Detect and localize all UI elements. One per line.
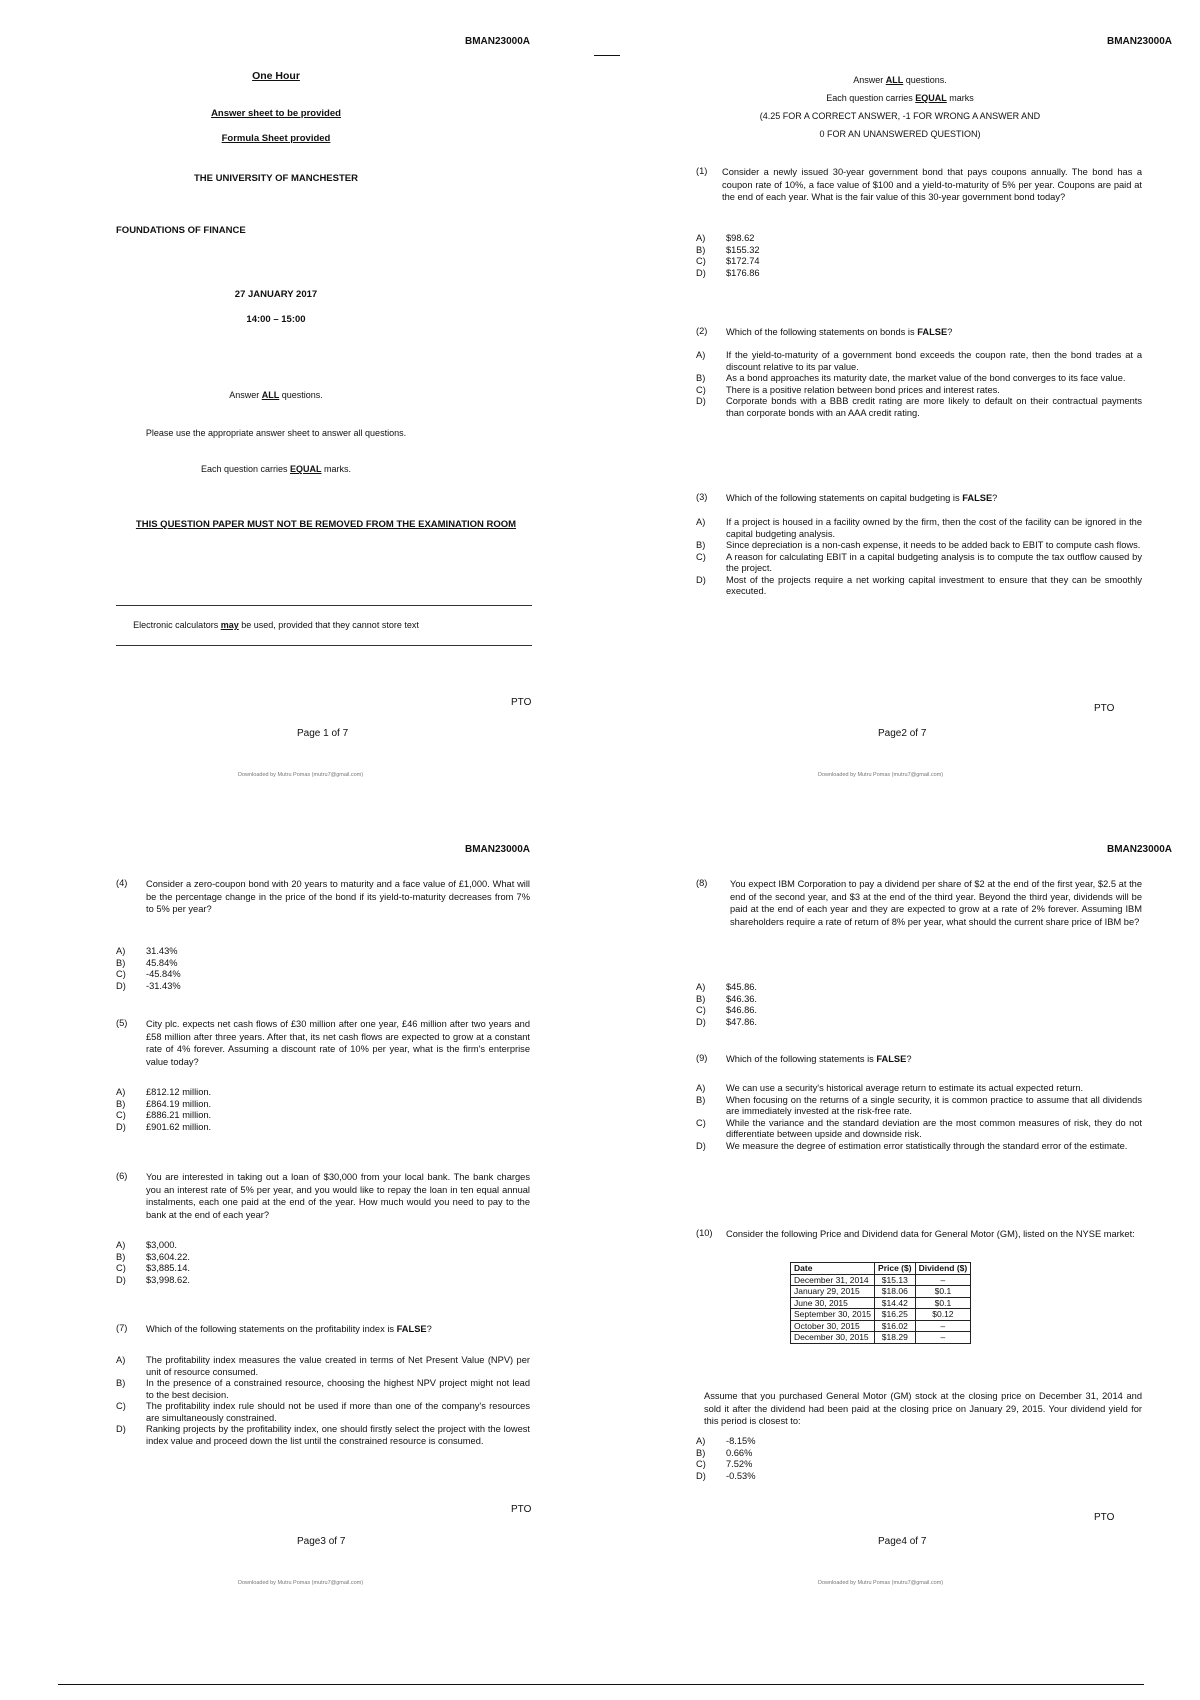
scoring-rule-1: (4.25 FOR A CORRECT ANSWER, -1 FOR WRONG A ANSWER AND (759, 111, 1041, 121)
option-text: -45.84% (146, 969, 181, 979)
answer-option (116, 1099, 530, 1111)
answer-option (696, 1118, 1142, 1141)
table-cell: $0.1 (915, 1286, 971, 1298)
answer-option (696, 396, 1142, 419)
course-code: BMAN23000A (1106, 36, 1172, 47)
download-credit: Downloaded by Mutru Pomas (mutru7@gmail.com) (238, 1580, 364, 1586)
exam-time: 14:00 – 15:00 (246, 314, 306, 325)
option-text: As a bond approaches its maturity date, the market value of the bond converges to its face value. (726, 373, 1126, 383)
answer-option (116, 981, 530, 993)
option-text: If the yield-to-maturity of a government bond exceeds the coupon rate, then the bond trades at a discount relative to its par value. (726, 350, 1142, 372)
page-number: Page4 of 7 (878, 1536, 927, 1547)
answer-option (696, 982, 1142, 994)
answer-option (116, 1275, 530, 1287)
answer-option (116, 969, 530, 981)
option-text: $172.74 (726, 256, 760, 266)
option-text: $3,604.22. (146, 1251, 190, 1262)
answer-option (696, 1095, 1142, 1118)
course-title: FOUNDATIONS OF FINANCE (116, 225, 246, 236)
option-text: We can use a security's historical average return to estimate its actual expected return. (726, 1083, 1084, 1093)
option-text: $3,998.62. (146, 1274, 190, 1285)
option-text: Since depreciation is a non-cash expense, it needs to be added back to EBIT to compute cash flows. (726, 540, 1141, 550)
answer-option (116, 1240, 530, 1252)
option-text: The profitability index measures the value created in terms of Net Present Value (NPV) per unit of resource consumed. (146, 1355, 530, 1377)
formula-sheet-note: Formula Sheet provided (221, 133, 331, 144)
answer-option (116, 1252, 530, 1264)
question-number: (9) (696, 1053, 708, 1063)
option-text: £901.62 million. (146, 1121, 212, 1132)
answer-option (696, 373, 1142, 385)
option-text: £812.12 million. (146, 1087, 212, 1097)
answer-option (696, 517, 1142, 540)
answer-option (696, 256, 1142, 268)
page-number: Page2 of 7 (878, 728, 927, 739)
option-letter: B) (116, 957, 126, 968)
use-sheet-instruction: Please use the appropriate answer sheet to answer all questions. (145, 428, 407, 438)
option-letter: B) (696, 1094, 706, 1105)
exam-page-1 (0, 0, 600, 800)
table-cell: $18.06 (875, 1286, 916, 1298)
option-letter: B) (696, 1447, 706, 1458)
question-6-options (116, 1240, 530, 1286)
answer-option (696, 1083, 1142, 1095)
answer-all-instruction: Answer ALL questions. (853, 75, 947, 85)
exam-page-2 (600, 0, 1200, 800)
answer-option (696, 1017, 1142, 1029)
question-10-followup: Assume that you purchased General Motor (GM) stock at the closing price on December 31, 2014 and sold it after the dividend had been paid at the closing price on January 29, 2015. Your dividend yield for this period is closest to: (704, 1391, 1142, 1426)
table-cell: $14.42 (875, 1297, 916, 1309)
table-header: Dividend ($) (915, 1263, 971, 1275)
option-letter: D) (116, 1121, 126, 1132)
option-letter: D) (116, 1274, 126, 1285)
scoring-rule-2: 0 FOR AN UNANSWERED QUESTION) (819, 129, 981, 139)
table-cell: $0.1 (915, 1297, 971, 1309)
answer-option (696, 1459, 1142, 1471)
option-text: The profitability index rule should not be used if more than one of the company's resources are simultaneously constrained. (146, 1401, 530, 1423)
answer-option (116, 1110, 530, 1122)
answer-option (696, 350, 1142, 373)
question-number: (4) (116, 878, 128, 888)
answer-option (116, 1122, 530, 1134)
option-text: $47.86. (726, 1016, 758, 1027)
duration: One Hour (252, 70, 300, 82)
divider-top (116, 605, 532, 606)
table-header: Date (791, 1263, 875, 1275)
option-letter: B) (696, 993, 706, 1004)
table-row (791, 1286, 971, 1298)
question-number: (8) (696, 878, 708, 888)
option-letter: C) (696, 384, 706, 395)
option-text: Corporate bonds with a BBB credit rating are more likely to default on their contractual payments than corporate bonds with an AAA credit rating. (726, 396, 1142, 418)
option-text: 45.84% (146, 957, 178, 968)
question-2-options (696, 350, 1142, 419)
option-letter: D) (116, 1424, 126, 1434)
option-letter: C) (696, 256, 706, 266)
answer-option (696, 575, 1142, 598)
question-number: (2) (696, 326, 708, 336)
course-code: BMAN23000A (464, 36, 530, 47)
page-number: Page 1 of 7 (297, 728, 349, 739)
question-number: (1) (696, 166, 708, 176)
option-text: A reason for calculating EBIT in a capital budgeting analysis is to compute the tax outflow caused by the project. (726, 551, 1142, 573)
table-cell: December 30, 2015 (791, 1332, 875, 1344)
option-letter: B) (696, 373, 706, 383)
university-name: THE UNIVERSITY OF MANCHESTER (194, 173, 358, 184)
question-number: (3) (696, 492, 708, 502)
table-cell: January 29, 2015 (791, 1286, 875, 1298)
question-6-text: You are interested in taking out a loan of $30,000 from your local bank. The bank charges you an interest rate of 5% per year, and you would like to repay the loan in ten equal annual instalments, each one paid at the end of the year. How much would you need to pay to the bank at the end of each year? (146, 1172, 530, 1220)
answer-option (696, 1005, 1142, 1017)
option-text: 0.66% (726, 1447, 753, 1458)
answer-option (116, 1424, 530, 1447)
option-text: £886.21 million. (146, 1110, 212, 1120)
exam-page-3 (0, 808, 600, 1608)
table-cell: $0.12 (915, 1309, 971, 1321)
exam-page-4 (600, 808, 1200, 1608)
answer-all-instruction: Answer ALL questions. (229, 390, 323, 400)
answer-option (696, 233, 1142, 245)
table-cell: $15.13 (875, 1274, 916, 1286)
option-letter: B) (696, 540, 706, 550)
table-cell: – (915, 1320, 971, 1332)
table-cell: – (915, 1274, 971, 1286)
answer-option (696, 245, 1142, 257)
option-text: 7.52% (726, 1459, 753, 1469)
option-letter: C) (116, 1263, 126, 1273)
option-text: $3,000. (146, 1240, 178, 1250)
option-letter: A) (116, 1355, 126, 1365)
option-letter: D) (696, 396, 706, 406)
question-number: (5) (116, 1018, 128, 1028)
question-3-options (696, 517, 1142, 598)
option-text: While the variance and the standard deviation are the most common measures of risk, they do not differentiate between upside and downside risk. (726, 1117, 1142, 1139)
question-4-text: Consider a zero-coupon bond with 20 years to maturity and a face value of £1,000. What will be the percentage change in the price of the bond if its yield-to-maturity decreases from 7% to 5% per year? (146, 879, 530, 914)
option-text: Most of the projects require a net working capital investment to ensure that they can be smoothly executed. (726, 574, 1142, 596)
exam-date: 27 JANUARY 2017 (234, 289, 318, 300)
table-cell: October 30, 2015 (791, 1320, 875, 1332)
answer-option (696, 1141, 1142, 1153)
option-text: -31.43% (146, 980, 181, 991)
table-cell: $16.02 (875, 1320, 916, 1332)
option-letter: B) (116, 1098, 126, 1109)
question-4-options (116, 946, 530, 992)
answer-option (696, 552, 1142, 575)
option-letter: C) (696, 1117, 706, 1128)
answer-option (696, 540, 1142, 552)
question-5-options (116, 1087, 530, 1133)
course-code: BMAN23000A (1106, 844, 1172, 855)
table-cell: June 30, 2015 (791, 1297, 875, 1309)
option-letter: C) (116, 1110, 126, 1120)
option-text: We measure the degree of estimation error statistically through the standard error of the estimate. (726, 1140, 1128, 1151)
question-9-text: Which of the following statements is FALSE? (726, 1054, 912, 1064)
option-letter: D) (116, 980, 126, 991)
answer-option (696, 994, 1142, 1006)
pto-label: PTO (511, 1504, 532, 1515)
option-text: When focusing on the returns of a single security, it is common practice to assume that all dividends are immediately invested at the risk-free rate. (726, 1094, 1142, 1116)
table-cell: $18.29 (875, 1332, 916, 1344)
question-2-text: Which of the following statements on bonds is FALSE? (726, 327, 953, 337)
option-text: -0.53% (726, 1470, 756, 1481)
table-row (791, 1297, 971, 1309)
option-letter: D) (696, 1140, 706, 1151)
table-row (791, 1332, 971, 1344)
table-row (791, 1320, 971, 1332)
equal-marks-instruction: Each question carries EQUAL marks. (200, 464, 352, 474)
option-letter: C) (696, 1459, 706, 1469)
removal-warning: THIS QUESTION PAPER MUST NOT BE REMOVED FROM THE EXAMINATION ROOM (135, 519, 517, 530)
question-10-options (696, 1436, 1142, 1482)
table-cell: $16.25 (875, 1309, 916, 1321)
download-credit: Downloaded by Mutru Pomas (mutru7@gmail.com) (818, 772, 944, 778)
option-text: In the presence of a constrained resource, choosing the highest NPV project might not lead to the best decision. (146, 1378, 530, 1400)
option-text: If a project is housed in a facility owned by the firm, then the cost of the facility can be ignored in the capital budgeting analysis. (726, 517, 1142, 539)
answer-option (696, 385, 1142, 397)
table-row (791, 1309, 971, 1321)
option-letter: D) (696, 267, 706, 278)
option-letter: B) (696, 244, 706, 255)
option-letter: A) (696, 350, 706, 360)
option-text: 31.43% (146, 946, 178, 956)
question-10-text: Consider the following Price and Dividend data for General Motor (GM), listed on the NYSE market: (726, 1229, 1135, 1239)
option-letter: D) (696, 574, 706, 585)
option-text: $98.62 (726, 233, 755, 243)
option-letter: C) (116, 1401, 126, 1411)
option-letter: D) (696, 1470, 706, 1481)
question-number: (7) (116, 1323, 128, 1333)
answer-option (116, 958, 530, 970)
pto-label: PTO (1094, 703, 1115, 714)
option-letter: A) (116, 1087, 126, 1097)
option-text: £864.19 million. (146, 1098, 212, 1109)
answer-option (696, 1448, 1142, 1460)
option-letter: A) (116, 946, 126, 956)
pto-label: PTO (511, 697, 532, 708)
option-text: $3,885.14. (146, 1263, 190, 1273)
equal-marks-instruction: Each question carries EQUAL marks (826, 93, 974, 103)
option-text: $176.86 (726, 267, 760, 278)
pto-label: PTO (1094, 1512, 1115, 1523)
answer-sheet-note: Answer sheet to be provided (211, 108, 341, 119)
download-credit: Downloaded by Mutru Pomas (mutru7@gmail.com) (818, 1580, 944, 1586)
question-5-text: City plc. expects net cash flows of £30 million after one year, £46 million after two years and £58 million after three years. After that, its net cash flows are expected to grow at a constant rate of 4% forever. Assuming a discount rate of 10% per year, what is the firm's enterprise value today? (146, 1019, 530, 1067)
question-8-text: You expect IBM Corporation to pay a dividend per share of $2 at the end of the first year, $2.5 at the end of the second year, and $3 at the end of the third year. Beyond the third year, dividends will be paid at the end of each year and they are expected to grow at a rate of 2% forever. Assuming IBM shareholders require a rate of return of 8% per year, what should the current share price of IBM be? (730, 879, 1142, 927)
question-number: (6) (116, 1171, 128, 1181)
download-credit: Downloaded by Mutru Pomas (mutru7@gmail.com) (238, 772, 364, 778)
table-cell: – (915, 1332, 971, 1344)
option-letter: D) (696, 1016, 706, 1027)
question-number: (10) (696, 1228, 713, 1238)
page-number: Page3 of 7 (297, 1536, 346, 1547)
calculator-note: Electronic calculators may be used, provided that they cannot store text (133, 620, 419, 630)
option-letter: A) (696, 1083, 706, 1093)
option-text: $46.86. (726, 1005, 758, 1015)
option-letter: B) (116, 1378, 126, 1388)
option-letter: A) (696, 517, 706, 527)
option-letter: A) (696, 982, 706, 992)
course-code: BMAN23000A (464, 844, 530, 855)
table-row (791, 1274, 971, 1286)
option-text: $45.86. (726, 982, 758, 992)
option-letter: C) (696, 1005, 706, 1015)
table-header: Price ($) (875, 1263, 916, 1275)
option-letter: C) (116, 969, 126, 979)
question-3-text: Which of the following statements on capital budgeting is FALSE? (726, 493, 998, 503)
question-1-text: Consider a newly issued 30-year government bond that pays coupons annually. The bond has a coupon rate of 10%, a face value of $100 and a yield-to-maturity of 5% per year. Coupons are paid at the end of each year. What is the fair value of this 30-year government bond today? (722, 167, 1142, 202)
bottom-rule (58, 1684, 1144, 1685)
answer-option (696, 1471, 1142, 1483)
option-letter: B) (116, 1251, 126, 1262)
question-8-options (696, 982, 1142, 1028)
option-text: $46.36. (726, 993, 758, 1004)
divider-bottom (116, 645, 532, 646)
question-7-options (116, 1355, 530, 1447)
question-1-options (696, 233, 1142, 279)
question-9-options (696, 1083, 1142, 1152)
option-letter: A) (116, 1240, 126, 1250)
option-text: $155.32 (726, 244, 760, 255)
option-letter: A) (696, 233, 706, 243)
answer-option (696, 268, 1142, 280)
answer-option (116, 1378, 530, 1401)
answer-option (116, 946, 530, 958)
table-cell: September 30, 2015 (791, 1309, 875, 1321)
option-text: Ranking projects by the profitability index, one should firstly select the project with the lowest index value and proceed down the list until the constrained resource is consumed. (146, 1424, 530, 1446)
answer-option (696, 1436, 1142, 1448)
table-cell: December 31, 2014 (791, 1274, 875, 1286)
answer-option (116, 1263, 530, 1275)
option-text: -8.15% (726, 1436, 756, 1446)
question-7-text: Which of the following statements on the profitability index is FALSE? (146, 1324, 432, 1334)
option-letter: C) (696, 551, 706, 562)
option-letter: A) (696, 1436, 706, 1446)
option-text: There is a positive relation between bond prices and interest rates. (726, 384, 1000, 395)
answer-option (116, 1401, 530, 1424)
answer-option (116, 1355, 530, 1378)
dividend-table (790, 1262, 971, 1344)
answer-option (116, 1087, 530, 1099)
